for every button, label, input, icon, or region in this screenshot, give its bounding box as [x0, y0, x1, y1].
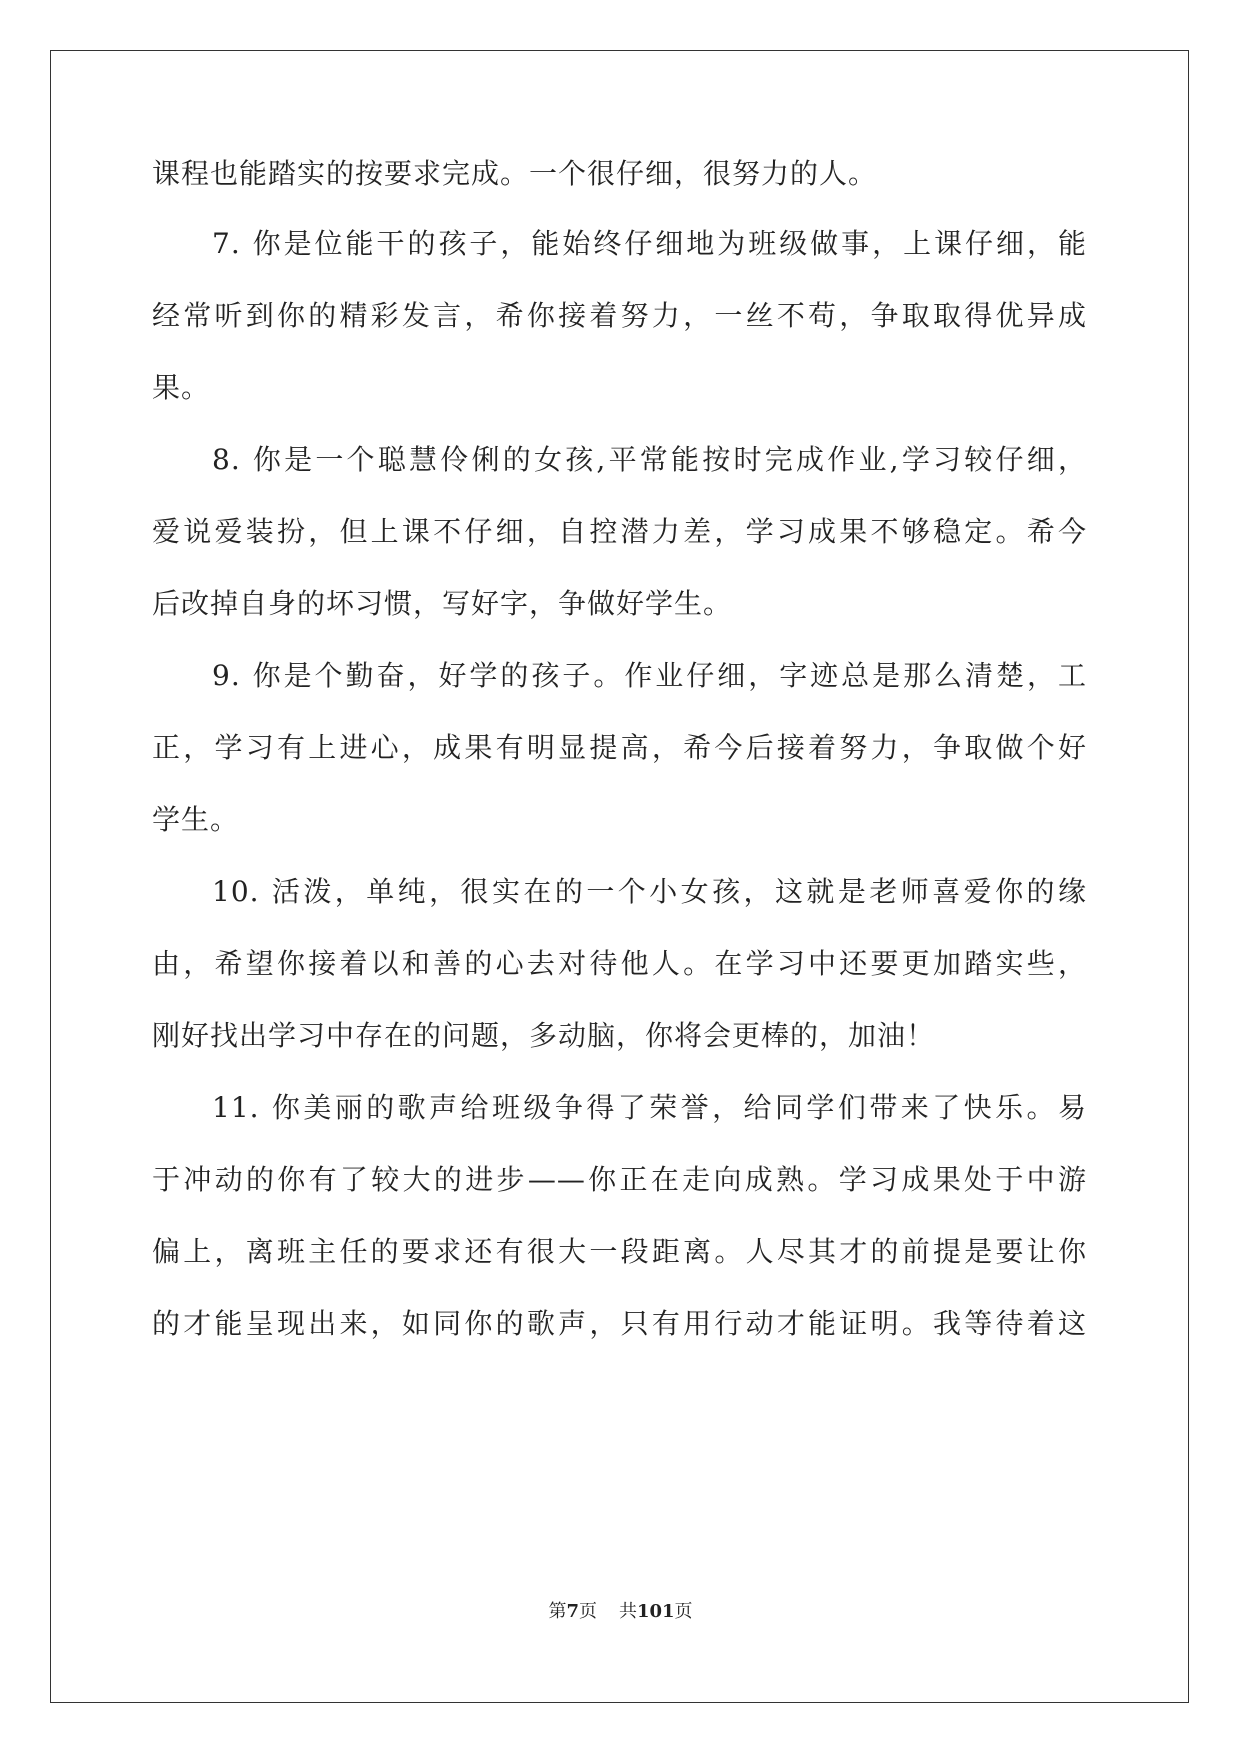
text-line: 正，学习有上进心，成果有明显提高，希今后接着努力，争取做个好 [152, 731, 1087, 764]
text-line: 后改掉自身的坏习惯，写好字，争做好学生。 [152, 587, 733, 620]
page-number: 7 [566, 1601, 579, 1622]
text-line: 偏上，离班主任的要求还有很大一段距离。人尽其才的前提是要让你 [152, 1235, 1087, 1268]
text-line: 7. 你是位能干的孩子，能始终仔细地为班级做事，上课仔细，能 [212, 227, 1087, 260]
text-line: 爱说爱装扮，但上课不仔细，自控潜力差，学习成果不够稳定。希今 [152, 515, 1087, 548]
total-pages: 101 [636, 1601, 675, 1622]
page-suffix: 页 [578, 1601, 597, 1622]
total-prefix: 共 [618, 1601, 637, 1622]
text-line: 10. 活泼，单纯，很实在的一个小女孩，这就是老师喜爱你的缘 [212, 875, 1087, 908]
text-line: 9. 你是个勤奋，好学的孩子。作业仔细，字迹总是那么清楚，工 [212, 659, 1087, 692]
page-footer [0, 1600, 1241, 1624]
text-line: 学生。 [152, 803, 240, 836]
text-line: 刚好找出学习中存在的问题，多动脑，你将会更棒的，加油！ [152, 1019, 936, 1052]
total-suffix: 页 [674, 1601, 693, 1622]
text-line: 8. 你是一个聪慧伶俐的女孩,平常能按时完成作业,学习较仔细， [212, 443, 1087, 476]
text-line: 课程也能踏实的按要求完成。一个很仔细，很努力的人。 [152, 157, 878, 190]
text-line: 的才能呈现出来，如同你的歌声，只有用行动才能证明。我等待着这 [152, 1307, 1087, 1340]
text-line: 由，希望你接着以和善的心去对待他人。在学习中还要更加踏实些， [152, 947, 1087, 980]
page-prefix: 第 [548, 1601, 567, 1622]
text-line: 果。 [152, 371, 211, 404]
text-line: 11. 你美丽的歌声给班级争得了荣誉，给同学们带来了快乐。易 [212, 1091, 1087, 1124]
text-line: 经常听到你的精彩发言，希你接着努力，一丝不苟，争取取得优异成 [152, 299, 1087, 332]
text-line: 于冲动的你有了较大的进步——你正在走向成熟。学习成果处于中游 [152, 1163, 1087, 1196]
